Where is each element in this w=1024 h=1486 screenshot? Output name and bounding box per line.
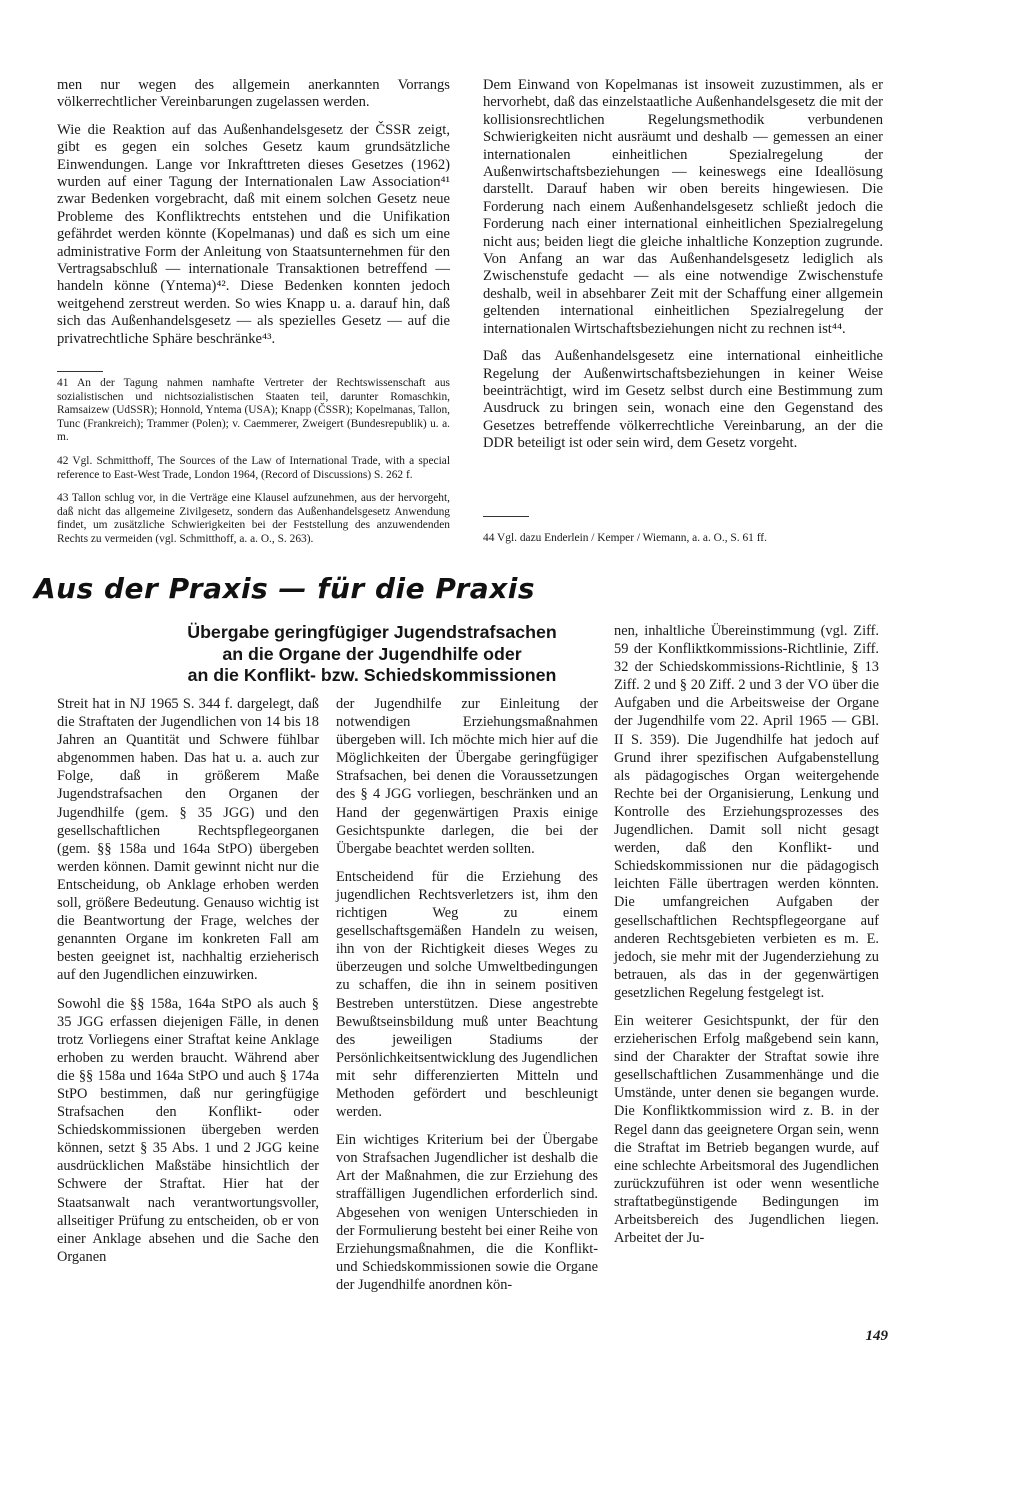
page-number: 149 [865, 1328, 888, 1344]
paragraph: Ein wichtiges Kriterium bei der Übergabe von Strafsachen Jugendlicher ist deshalb die Art der Maßnahmen, die zur Erziehung des straffälligen Jugendlichen erforderlich sind. Abgesehen von wenigen Unterschieden in der Formulierung besteht bei einer Reihe von Erziehungsmaßnahmen, die die Konflikt- und Schiedskommissionen sowie die Organe der Jugendhilfe anordnen kön- [336, 1132, 598, 1293]
footnote-rule [483, 516, 529, 517]
article-title-line: Übergabe geringfügiger Jugendstrafsachen [187, 622, 557, 642]
footnote-44: 44 Vgl. dazu Enderlein / Kemper / Wiemann, a. a. O., S. 61 ff. [483, 532, 767, 544]
footnote-rule [57, 371, 103, 372]
paragraph: Dem Einwand von Kopelmanas ist insoweit zuzustimmen, als er hervorhebt, daß das einzelstaatliche Außenhandelsgesetz die mit der kollisionsrechtlichen Regelungsmethodik verbundenen Schwierigkeiten nicht ausräumt und deshalb — gemessen an einer internationalen einheitlichen Spezialregelung der Außenwirtschaftsbeziehungen — keineswegs eine Ideallösung darstellt. Darauf haben wir oben bereits hingewiesen. Die Forderung nach einem Außenhandelsgesetz schließt jedoch die Forderung nach einer international einheitlichen Spezialregelung nicht aus; beiden liegt die gleiche inhaltliche Konzeption zugrunde. Von Anfang an war das Außenhandelsgesetz lediglich als Zwischenstufe gedacht — als eine notwendige Zwischenstufe deshalb, weil in absehbarer Zeit mit der Schaffung einer allgemein geltenden international einheitlichen Spezialregelung der internationalen Wirtschaftsbeziehungen nicht zu rechnen ist⁴⁴. [483, 77, 883, 337]
upper-left-column [57, 77, 450, 358]
article-title-line: an die Organe der Jugendhilfe oder [222, 643, 522, 664]
paragraph: Entscheidend für die Erziehung des jugendlichen Rechtsverletzers ist, ihm den richtigen Weg zu einem gesellschaftsgemäßen Handeln zu weisen, ihn von der Richtigkeit dieses Weges zu überzeugen und solche Umweltbedingungen zu schaffen, die ihn in seinem positiven Bestreben unterstützen. Diese angestrebte Bewußtseinsbildung muß unter Beachtung des jeweiligen Stadiums der Persönlichkeitsentwicklung des Jugendlichen mit sehr differenzierten Mitteln und Methoden gefördert und beschleunigt werden. [336, 868, 598, 1121]
footnote-41: 41 An der Tagung nahmen namhafte Vertreter der Rechtswissenschaft aus sozialistischen und nichtsozialistischen Staaten teil, darunter Romaschkin, Ramsaizew (UdSSR); Honnold, Yntema (USA); Knapp (ČSSR); Kopelmanas, Tallon, Tunc (Frankreich); Trammer (Polen); v. Caemmerer, Zweigert (Bundesrepublik) u. a. m. [57, 377, 450, 444]
article-column-3 [614, 622, 879, 1257]
footnote-43: 43 Tallon schlug vor, in die Verträge eine Klausel aufzunehmen, aus der hervorgeht, daß nicht das allgemeine Zivilgesetz, sondern das Außenhandelsgesetz Anwendung findet, um zusätzliche Schwierigkeiten bei der Feststellung des anzuwendenden Rechts zu vermeiden (vgl. Schmitthoff, a. a. O., S. 263). [57, 492, 450, 545]
paragraph: der Jugendhilfe zur Einleitung der notwendigen Erziehungsmaßnahmen übergeben will. Ich möchte mich hier auf die Möglichkeiten der Übergabe geringfügiger Strafsachen, bei denen die Voraussetzungen des § 4 JGG vorliegen, beschränken und an Hand der gegenwärtigen Praxis einige Gesichtspunkte darlegen, die bei der Übergabe beachtet werden sollten. [336, 696, 598, 857]
paragraph: Wie die Reaktion auf das Außenhandelsgesetz der ČSSR zeigt, gibt es gegen ein solches Gesetz kaum grundsätzliche Einwendungen. Lange vor Inkrafttreten dieses Gesetzes (1962) wurden auf einer Tagung der Internationalen Law Association⁴¹ zwar Bedenken vorgebracht, daß mit einem solchen Gesetz neue Probleme des Konfliktrechts entstehen und die Unifikation gefährdet werden könnte (Kopelmanas) und daß es sich um eine administrative Form der Anleitung von Staatsunternehmen für den Vertragsabschluß — internationale Transaktionen betreffend — handeln könne (Yntema)⁴². Diese Bedenken konnten jedoch weitgehend zerstreut werden. So wies Knapp u. a. darauf hin, daß sich das Außenhandelsgesetz — als spezielles Gesetz — auf die privatrechtliche Sphäre beschränke⁴³. [57, 121, 450, 347]
article-title-line: an die Konflikt- bzw. Schiedskommissionen [187, 665, 557, 685]
paragraph: Ein weiterer Gesichtspunkt, der für den erzieherischen Erfolg maßgebend sein kann, sind der Charakter der Straftat sowie ihre gesellschaftlichen Zusammenhänge und die Umstände, unter denen sie begangen wurde. Die Konfliktkommission wird z. B. in der Regel dann das geeignetere Organ sein, wenn die Straftat im Betrieb begangen wurde, auf eine schlechte Arbeitsmoral des Jugendlichen zurückzuführen ist oder wenn wesentliche straftatbegünstigende Bedingungen im Arbeitsbereich des Jugendlichen liegen. Arbeitet der Ju- [614, 1012, 879, 1247]
upper-right-footnote [483, 532, 883, 556]
paragraph: Daß das Außenhandelsgesetz eine international einheitliche Regelung der Außenwirtschaftsbeziehungen in keiner Weise beeinträchtigt, wird im Gesetz selbst durch eine Bestimmung zum Ausdruck zu bringen sein, wonach eine den Gegenstand des Gesetzes betreffende völkerrechtliche Vereinbarung, an der die DDR beteiligt ist oder sein wird, dem Gesetz vorgeht. [483, 348, 883, 452]
upper-right-column [483, 77, 883, 463]
article-column-1 [57, 695, 319, 1276]
paragraph: nen, inhaltliche Übereinstimmung (vgl. Ziff. 59 der Konfliktkommissions-Richtlinie, Ziff. 32 der Schiedskommissions-Richtlinie, § 13 Ziff. 2 und § 20 Ziff. 2 und 3 der VO über die Aufgaben und die Arbeitsweise der Organe der Jugendhilfe vom 22. April 1965 — GBl. II S. 359). Die Jugendhilfe hat jedoch auf Grund ihrer spezifischen Aufgabenstellung als pädagogisches Organ weitergehende Rechte bei der Organisierung, Lenkung und Kontrolle des Erziehungsprozesses des Jugendlichen. Damit soll nicht gesagt werden, daß den Konflikt- und Schiedskommissionen nur die pädagogisch leichten Fälle übertragen werden könnten. Die umfangreichen Aufgaben der gesellschaftlichen Rechtspflegeorgane auf anderen Rechtsgebieten verbieten es m. E. jedoch, sie mehr mit der Jugenderziehung zu betrauen, als das in der gegenwärtigen gesetzlichen Regelung festgelegt ist. [614, 623, 879, 1001]
paragraph: Streit hat in NJ 1965 S. 344 f. dargelegt, daß die Straftaten der Jugendlichen von 14 bis 18 Jahren an Quantität und Schwere fühlbar abgenommen haben. Das hat u. a. auch zur Folge, daß in größerem Maße Jugendstrafsachen den Organen der Jugendhilfe (gem. § 35 JGG) und den gesellschaftlichen Rechtspflegeorganen (gem. §§ 158a und 164a StPO) übergeben werden können. Damit gewinnt nicht nur die Entscheidung, ob Anklage erhoben werden soll, größere Bedeutung. Genauso wichtig ist die Beantwortung der Frage, welches der genannten Organe im konkreten Fall am besten geeignet ist, nachhaltig erzieherisch auf den Jugendlichen einzuwirken. [57, 696, 319, 984]
section-heading: Aus der Praxis — für die Praxis [34, 572, 536, 605]
paragraph: Sowohl die §§ 158a, 164a StPO als auch § 35 JGG erfassen diejenigen Fälle, in denen trotz Vorliegens einer Straftat keine Anklage erhoben zu werden braucht. Während aber die §§ 158a und 164a StPO und auch § 174a StPO bestimmen, daß nur geringfügige Strafsachen den Konflikt- oder Schiedskommissionen übergeben werden können, setzt § 35 Abs. 1 und 2 JGG keine ausdrücklichen Maßstäbe hinsichtlich der Schwere der Straftat. Hier hat der Staatsanwalt nach verantwortungsvoller, allseitiger Prüfung zu entscheiden, ob er von einer Anklage absehen und die Sache den Organen [57, 995, 319, 1265]
footnote-42: 42 Vgl. Schmitthoff, The Sources of the Law of International Trade, with a special reference to East-West Trade, London 1964, (Record of Discussions) S. 262 f. [57, 454, 450, 481]
paragraph: men nur wegen des allgemein anerkannten Vorrangs völkerrechtlicher Vereinbarungen zugelassen werden. [57, 77, 450, 111]
article-column-2 [336, 695, 598, 1304]
upper-left-footnotes [57, 377, 450, 557]
article-title [152, 622, 592, 687]
